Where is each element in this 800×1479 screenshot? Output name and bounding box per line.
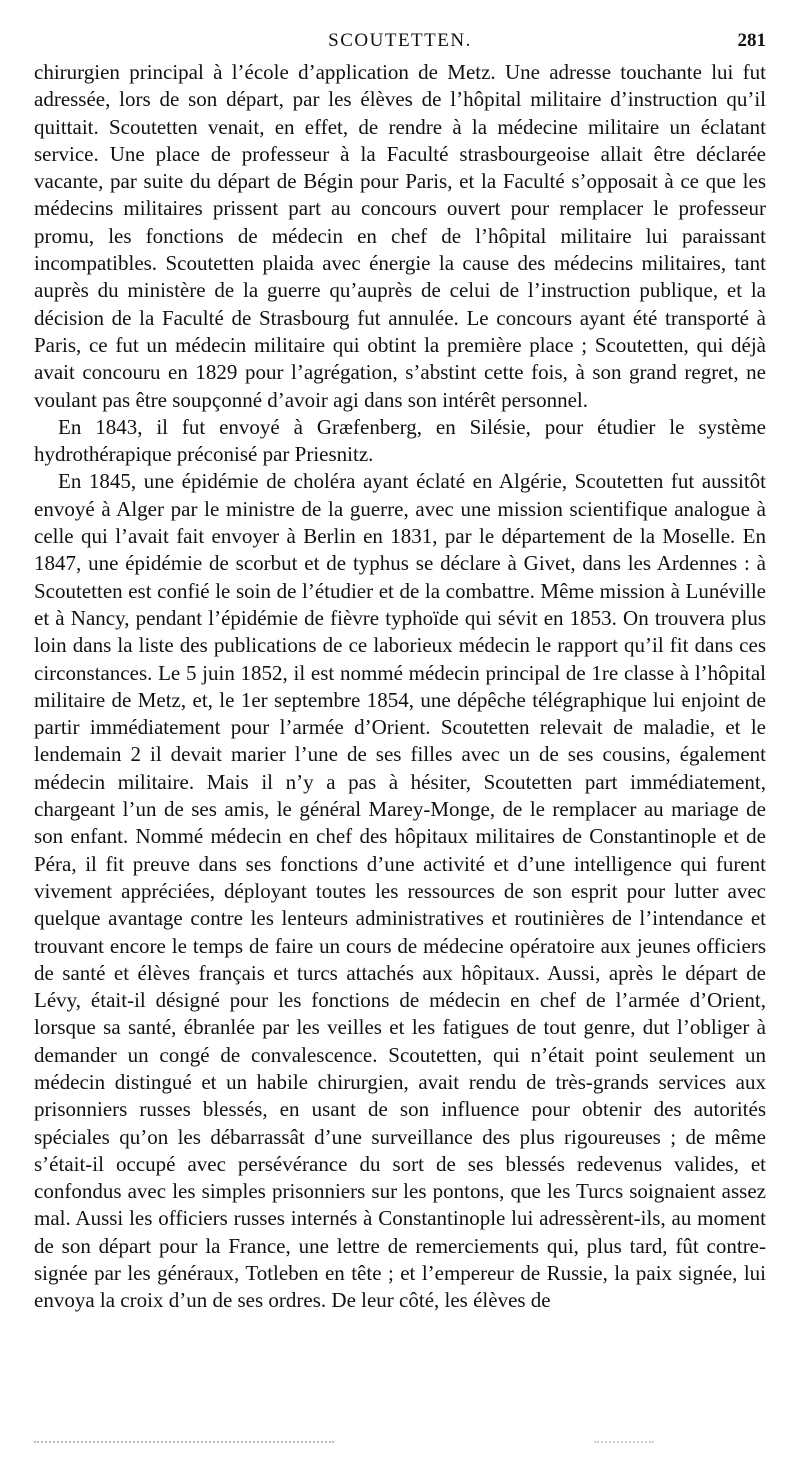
footer-faded-line	[34, 1441, 334, 1443]
running-head-title: SCOUTETTEN.	[328, 30, 472, 51]
running-head	[34, 30, 766, 56]
footer-faded-mark	[594, 1441, 654, 1443]
body-text	[34, 59, 766, 1315]
paragraph-cholera-mission: En 1845, une épidémie de choléra ayant éclaté en Algérie, Scoutetten fut aussitôt envoyé à Alger par le ministre de la guerre, avec une mission scientifique analogue à celle qui l’avait fait envoyer à Berlin en 1831, par le département de la Moselle. En 1847, une épidémie de scorbut et de typhus se déclare à Givet, dans les Ardennes : à Scoutetten est confié le soin de l’étudier et de la combattre. Même mission à Lunéville et à Nancy, pendant l’épidémie de fièvre typhoïde qui sévit en 1853. On trouvera plus loin dans la liste des publications de ce laborieux médecin le rapport qu’il fit dans ces circonstances. Le 5 juin 1852, il est nommé médecin principal de 1re classe à l’hôpital militaire de Metz, et, le 1er septembre 1854, une dépêche télégraphique lui enjoint de partir immédiatement pour l’armée d’Orient. Scoutetten relevait de maladie, et le lendemain 2 il devait marier l’une de ses filles avec un de ses cousins, également médecin militaire. Mais il n’y a pas à hésiter, Scoutetten part immédiatement, chargeant l’un de ses amis, le général Marey-Monge, de le remplacer au mariage de son enfant. Nommé médecin en chef des hôpitaux militaires de Constantinople et de Péra, il fit preuve dans ses fonctions d’une activité et d’une intelligence qui furent vivement appréciées, déployant toutes les ressources de son esprit pour lutter avec quelque avantage contre les lenteurs administratives et routinières de l’intendance et trouvant encore le temps de faire un cours de médecine opératoire aux jeunes officiers de santé et élèves français et turcs attachés aux hôpitaux. Aussi, après le départ de Lévy, était-il désigné pour les fonctions de médecin en chef de l’armée d’Orient, lorsque sa santé, ébranlée par les veilles et les fatigues de tout genre, dut l’obliger à demander un congé de convalescence. Scoutetten, qui n’était point seulement un médecin distingué et un habile chirurgien, avait rendu de très-grands services aux prisonniers russes blessés, en usant de son influence pour obtenir des autorités spéciales qu’on les débarrassât d’une surveillance des plus rigoureuses ; de même s’était-il occupé avec persévérance du sort de ses blessés redevenus valides, et confondus avec les simples prisonniers sur les pontons, que les Turcs soignaient assez mal. Aussi les officiers russes internés à Constantinople lui adressèrent-ils, au moment de son départ pour la France, une lettre de remerciements qui, plus tard, fût contre-signée par les généraux, Totleben en tête ; et l’empereur de Russie, la paix signée, lui envoya la croix d’un de ses ordres. De leur côté, les élèves de	[34, 469, 766, 1313]
page-number: 281	[737, 30, 766, 51]
book-page	[34, 0, 766, 1479]
paragraph-graefenberg: En 1843, il fut envoyé à Græfenberg, en Silésie, pour étudier le système hydrothérapique préconisé par Priesnitz.	[34, 414, 766, 467]
paragraph-continued: chirurgien principal à l’école d’application de Metz. Une adresse touchante lui fut adressée, lors de son départ, par les élèves de l’hôpital militaire d’instruction qu’il quittait. Scoutetten venait, en effet, de rendre à la médecine militaire un éclatant service. Une place de professeur à la Faculté strasbourgeoise allait être déclarée vacante, par suite du départ de Bégin pour Paris, et la Faculté s’opposait à ce que les médecins militaires prissent part au concours ouvert pour remplacer le professeur promu, les fonctions de médecin en chef de l’hôpital militaire lui paraissant incompatibles. Scoutetten plaida avec énergie la cause des médecins militaires, tant auprès du ministère de la guerre qu’auprès de celui de l’instruction publique, et la décision de la Faculté de Strasbourg fut annulée. Le concours ayant été transporté à Paris, ce fut un médecin militaire qui obtint la première place ; Scoutetten, qui déjà avait concouru en 1829 pour l’agrégation, s’abstint cette fois, à son grand regret, ne voulant pas être soupçonné d’avoir agi dans son intérêt personnel.	[34, 60, 766, 412]
